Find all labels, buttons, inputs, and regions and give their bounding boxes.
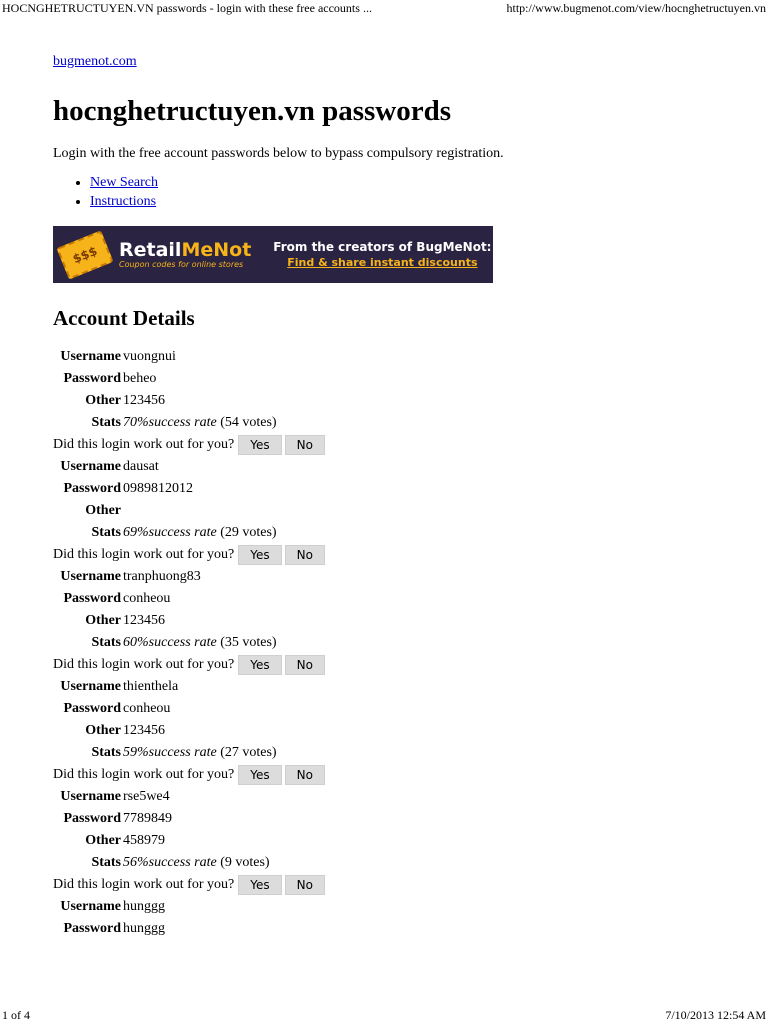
other-label: Other (85, 613, 121, 628)
banner-promo (273, 239, 491, 270)
intro-text: Login with the free account passwords below to bypass compulsory registration. (53, 146, 504, 161)
accounts-list (53, 346, 713, 940)
brand-part-a: Retail (119, 238, 182, 261)
yes-button[interactable]: Yes (238, 875, 281, 895)
feedback-question: Did this login work out for you? (53, 437, 235, 452)
stats-label: Stats (91, 525, 121, 540)
password-row (53, 368, 713, 390)
banner-promo-link[interactable]: Find & share instant discounts (287, 256, 478, 269)
username-value: vuongnui (123, 349, 176, 364)
nav-list (53, 173, 713, 211)
password-label: Password (63, 481, 121, 496)
stats-row (53, 632, 713, 654)
other-row (53, 500, 713, 522)
stats-row (53, 742, 713, 764)
print-datetime: 7/10/2013 12:54 AM (665, 1008, 766, 1022)
success-rate: 69%success rate (123, 525, 217, 540)
vote-count: (29 votes) (220, 525, 277, 540)
account-details-heading: Account Details (53, 306, 195, 330)
password-value: conheou (123, 591, 171, 606)
stats-value (123, 412, 277, 434)
retailmenot-banner[interactable] (53, 226, 493, 283)
stats-label: Stats (91, 635, 121, 650)
page-title: hocnghetructuyen.vn passwords (53, 95, 451, 127)
password-value: 0989812012 (123, 481, 193, 496)
instructions-link[interactable]: Instructions (90, 194, 157, 209)
other-value: 123456 (123, 393, 165, 408)
no-button[interactable]: No (285, 875, 325, 895)
nav-item-new-search (90, 173, 713, 192)
username-label: Username (60, 789, 121, 804)
stats-row (53, 852, 713, 874)
password-value: beheo (123, 371, 157, 386)
username-value: thienthela (123, 679, 179, 694)
other-label: Other (85, 833, 121, 848)
username-value: hunggg (123, 899, 165, 914)
banner-promo-line1: From the creators of BugMeNot: (273, 240, 492, 254)
stats-label: Stats (91, 745, 121, 760)
other-row (53, 830, 713, 852)
username-value: dausat (123, 459, 159, 474)
account-entry (53, 896, 713, 940)
success-rate: 60%success rate (123, 635, 217, 650)
feedback-question: Did this login work out for you? (53, 547, 235, 562)
other-row (53, 720, 713, 742)
success-rate: 70%success rate (123, 415, 217, 430)
other-value: 123456 (123, 613, 165, 628)
new-search-link[interactable]: New Search (90, 175, 159, 190)
username-label: Username (60, 679, 121, 694)
other-row (53, 610, 713, 632)
no-button[interactable]: No (285, 435, 325, 455)
username-label: Username (60, 569, 121, 584)
password-value: hunggg (123, 921, 165, 936)
success-rate: 56%success rate (123, 855, 217, 870)
password-row (53, 698, 713, 720)
username-row (53, 566, 713, 588)
username-row (53, 456, 713, 478)
feedback-question: Did this login work out for you? (53, 767, 235, 782)
stats-value (123, 852, 270, 874)
vote-count: (9 votes) (220, 855, 270, 870)
stats-value (123, 522, 277, 544)
print-footer (0, 1008, 768, 1022)
password-label: Password (63, 371, 121, 386)
feedback-row (53, 434, 713, 456)
account-entry (53, 786, 713, 896)
password-label: Password (63, 591, 121, 606)
stats-row (53, 412, 713, 434)
page-content (53, 54, 713, 940)
username-value: rse5we4 (123, 789, 170, 804)
yes-button[interactable]: Yes (238, 655, 281, 675)
password-row (53, 808, 713, 830)
feedback-row (53, 544, 713, 566)
no-button[interactable]: No (285, 655, 325, 675)
password-label: Password (63, 921, 121, 936)
account-entry (53, 346, 713, 456)
banner-brand-name (119, 240, 251, 260)
password-row (53, 478, 713, 500)
vote-count: (54 votes) (220, 415, 277, 430)
password-label: Password (63, 811, 121, 826)
yes-button[interactable]: Yes (238, 765, 281, 785)
print-url: http://www.bugmenot.com/view/hocnghetructuyen.vn (506, 1, 766, 15)
username-row (53, 786, 713, 808)
nav-item-instructions (90, 192, 713, 211)
feedback-row (53, 874, 713, 896)
account-entry (53, 676, 713, 786)
coupon-ticket-icon: $$$ (56, 230, 113, 280)
yes-button[interactable]: Yes (238, 545, 281, 565)
vote-count: (27 votes) (220, 745, 277, 760)
username-row (53, 676, 713, 698)
print-header (0, 1, 768, 15)
password-label: Password (63, 701, 121, 716)
username-label: Username (60, 349, 121, 364)
username-row (53, 346, 713, 368)
other-row (53, 390, 713, 412)
success-rate: 59%success rate (123, 745, 217, 760)
stats-label: Stats (91, 855, 121, 870)
username-label: Username (60, 459, 121, 474)
print-title: HOCNGHETRUCTUYEN.VN passwords - login with these free accounts ... (2, 1, 372, 15)
banner-brand (119, 240, 251, 270)
vote-count: (35 votes) (220, 635, 277, 650)
no-button[interactable]: No (285, 545, 325, 565)
password-row (53, 588, 713, 610)
other-value: 458979 (123, 833, 165, 848)
password-value: 7789849 (123, 811, 172, 826)
account-entry (53, 456, 713, 566)
other-value: 123456 (123, 723, 165, 738)
other-label: Other (85, 393, 121, 408)
stats-row (53, 522, 713, 544)
other-label: Other (85, 723, 121, 738)
feedback-question: Did this login work out for you? (53, 657, 235, 672)
username-row (53, 896, 713, 918)
password-row (53, 918, 713, 940)
stats-value (123, 742, 277, 764)
feedback-row (53, 764, 713, 786)
account-entry (53, 566, 713, 676)
feedback-question: Did this login work out for you? (53, 877, 235, 892)
username-value: tranphuong83 (123, 569, 201, 584)
banner-tagline: Coupon codes for online stores (119, 259, 244, 269)
stats-value (123, 632, 277, 654)
yes-button[interactable]: Yes (238, 435, 281, 455)
stats-label: Stats (91, 415, 121, 430)
feedback-row (53, 654, 713, 676)
password-value: conheou (123, 701, 171, 716)
other-label: Other (85, 503, 121, 518)
site-link[interactable]: bugmenot.com (53, 54, 137, 69)
username-label: Username (60, 899, 121, 914)
brand-part-b: MeNot (181, 238, 252, 261)
no-button[interactable]: No (285, 765, 325, 785)
page-number: 1 of 4 (2, 1008, 30, 1022)
